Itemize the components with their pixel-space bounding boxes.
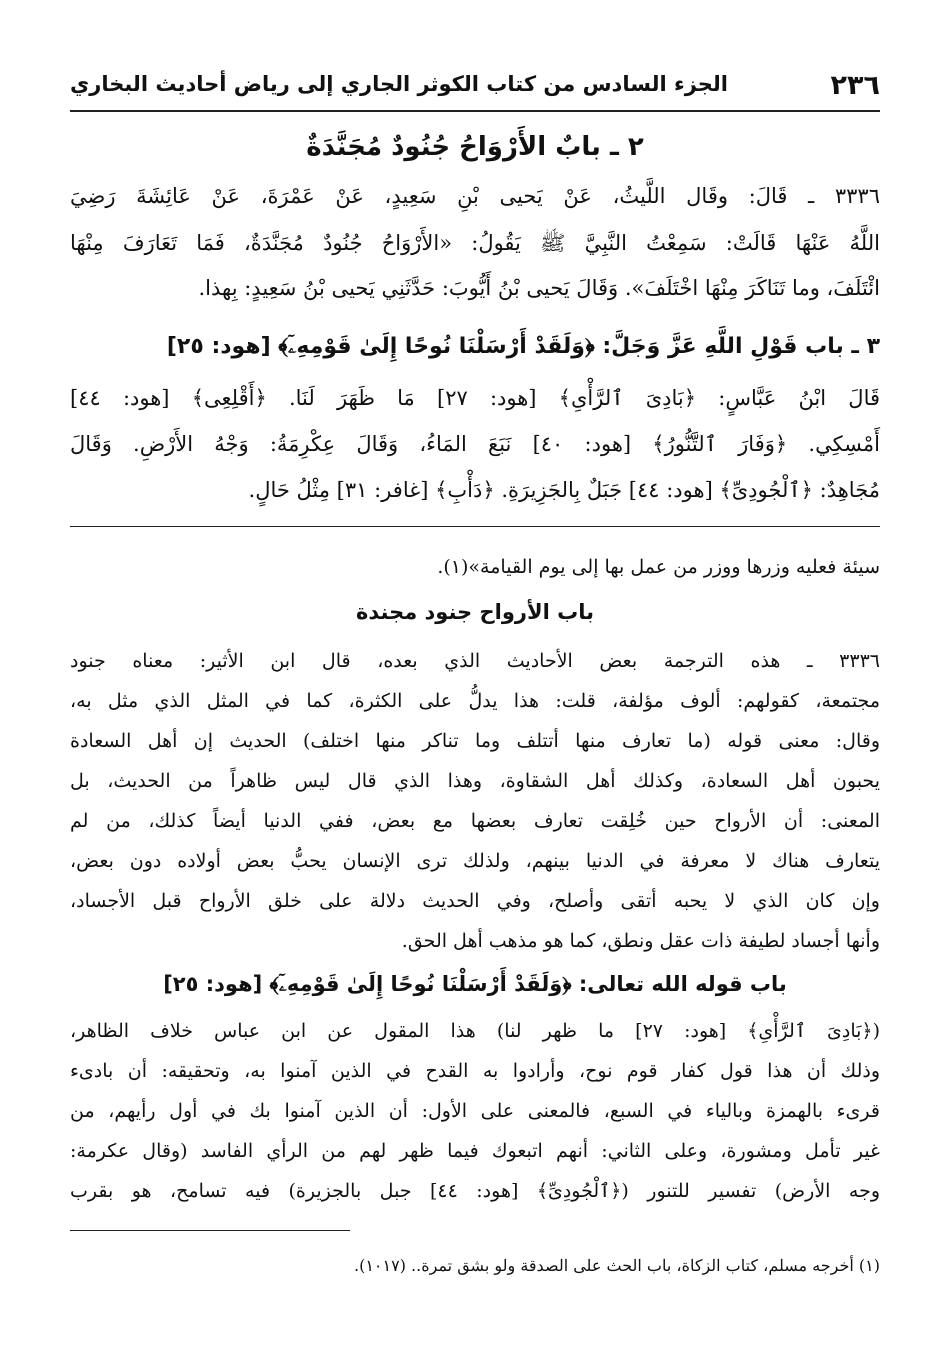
commentary-line: يحبون أهل السعادة، وكذلك أهل الشقاوة، وهذا الذي قال ليس ظاهراً من الحديث، بل [70, 770, 880, 792]
commentary-line: مجتمعة، كقولهم: ألوف مؤلفة، قلت: هذا يدلُّ على الكثرة، كما في المثل الذي مثل به، [70, 690, 880, 712]
commentary-line: ٣٣٣٦ ـ هذه الترجمة بعض الأحاديث الذي بعده، قال ابن الأثير: معناه جنود [70, 650, 880, 672]
commentary-carry-line: سيئة فعليه وزرها ووزر من عمل بها إلى يوم القيامة»(١). [437, 556, 880, 578]
commentary-line: وقال: معنى قوله (ما تعارف منها أتتلف وما تناكر منها اختلف) الحديث إن أهل السعادة [70, 730, 880, 752]
chapter-3-line: مُجَاهِدٌ: ﴿ٱلْجُودِىِّ﴾ [هود: ٤٤] جَبَلٌ بِالجَزِيرَةِ. ﴿دَأْبِ﴾ [غافر: ٣١] مِثْلُ حَالٍ. [248, 478, 880, 502]
book-title: الجزء السادس من كتاب الكوثر الجاري إلى رياض أحاديث البخاري [70, 72, 728, 96]
hadith-line: ٣٣٣٦ ـ قَالَ: وقَال اللَّيثُ، عَنْ يَحيى بْنِ سَعِيدٍ، عَنْ عَمْرَةَ، عَنْ عَائِشَةَ رَضِيَ [70, 184, 880, 208]
book-page [70, 60, 880, 1320]
hadith-line: ائْتَلَفَ، وما تَنَاكَرَ مِنْهَا اخْتَلَفَ». وَقَالَ يَحيى بْنُ أَيُّوبَ: حَدَّثَنِي يَحيى بْنُ سَعِيدٍ: بِهذا. [198, 276, 880, 300]
commentary-section-title: باب الأرواح جنود مجندة [355, 600, 594, 624]
chapter-3-title: ٣ ـ باب قَوْلِ اللَّهِ عَزَّ وَجَلَّ: ﴿وَلَقَدْ أَرْسَلْنَا نُوحًا إِلَىٰ قَوْمِهِۦٓ﴾ [هود: ٢٥] [166, 334, 880, 359]
page-number: ٢٣٦ [830, 70, 880, 101]
header-rule [70, 110, 880, 112]
hadith-line: اللَّهُ عَنْهَا قَالَتْ: سَمِعْتُ النَّبِيَّ ﷺ يَقُولُ: «الأَرْوَاحُ جُنُودٌ مُجَنَّدَةٌ، فَمَا تَعَارَفَ مِنْهَا [70, 231, 880, 255]
commentary-line: وجه الأرض) تفسير للتنور (﴿ٱلْجُودِىِّ﴾ [هود: ٤٤] جبل بالجزيرة) فيه تسامح، هو بقرب [70, 1180, 880, 1202]
chapter-3-line: قَالَ ابْنُ عَبَّاسٍ: ﴿بَادِىَ ٱلرَّأْىِ﴾ [هود: ٢٧] مَا ظَهَرَ لَنَا. ﴿أَقْلِعِى﴾ [هود: ٤٤] [70, 386, 880, 410]
commentary-line: قرىء بالهمزة وبالياء في السبع، فالمعنى على الأول: أن الذين آمنوا بك في أول رأيهم، من [70, 1100, 880, 1122]
chapter-3-line: أَمْسِكِي. ﴿وَفَارَ ٱلتَّنُّورُ﴾ [هود: ٤٠] نَبَعَ المَاءُ، وَقَالَ عِكْرِمَةُ: وَجْهُ الأَرْضِ. وَقَالَ [70, 432, 880, 456]
text-commentary-separator [70, 526, 880, 527]
chapter-2-title: ٢ ـ بابٌ الأَرْوَاحُ جُنُودٌ مُجَنَّدَةٌ [306, 132, 644, 162]
commentary-line: يتعارف هناك لا معرفة في الدنيا بينهم، ولذلك ترى الإنسان يحبُّ بعض أولاده دون بعض، [70, 850, 880, 872]
footnote: (١) أخرجه مسلم، كتاب الزكاة، باب الحث على الصدقة ولو بشق تمرة.. (١٠١٧). [354, 1256, 880, 1275]
commentary-line: وإن كان الذي لا يحبه أتقى وأصلح، وفي الحديث دلالة على خلق الأرواح قبل الأجساد، [70, 890, 880, 912]
running-header [70, 70, 880, 110]
commentary-section-title: باب قوله الله تعالى: ﴿وَلَقَدْ أَرْسَلْنَا نُوحًا إِلَىٰ قَوْمِهِۦٓ﴾ [هود: ٢٥] [163, 972, 787, 996]
commentary-line: (﴿بَادِىَ ٱلرَّأْىِ﴾ [هود: ٢٧] ما ظهر لنا) هذا المقول عن ابن عباس خلاف الظاهر، [70, 1020, 880, 1042]
commentary-line: غير تأمل ومشورة، وعلى الثاني: أنهم اتبعوك فيما ظهر لهم من الرأي الفاسد (وقال عكرمة: [70, 1140, 880, 1162]
commentary-line: وأنها أجساد لطيفة ذات عقل ونطق، كما هو مذهب أهل الحق. [401, 930, 880, 952]
commentary-line: وذلك أن هذا قول كفار قوم نوح، وأرادوا به القدح في الذين آمنوا به، وتحقيقه: أن بادىء [70, 1060, 880, 1082]
commentary-line: المعنى: أن الأرواح حين خُلِقت تعارف بعضها مع بعض، ففي الدنيا أيضاً كذلك، من لم [70, 810, 880, 832]
footnote-separator [70, 1230, 350, 1231]
